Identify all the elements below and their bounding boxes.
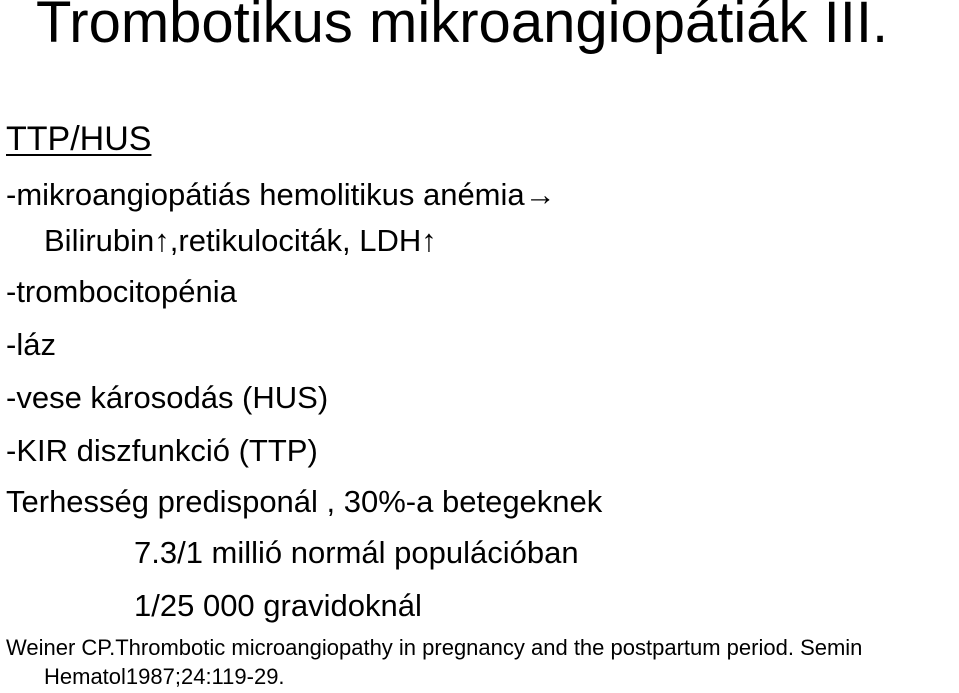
sub-bullet-line: Bilirubin↑,retikulociták, LDH↑ [44, 223, 437, 258]
sub-bullet-line: 7.3/1 millió normál populációban [134, 535, 579, 570]
bullet-line: Terhesség predisponál , 30%-a betegeknek [6, 484, 603, 519]
bullet-line: -trombocitopénia [6, 274, 237, 309]
slide-title: Trombotikus mikroangiopátiák III. [36, 0, 889, 55]
bullet-line: -mikroangiopátiás hemolitikus anémia→ [6, 177, 556, 212]
section-heading: TTP/HUS [6, 120, 152, 158]
bullet-line: -vese károsodás (HUS) [6, 380, 329, 415]
reference-line: Hematol1987;24:119-29. [44, 664, 285, 689]
bullet-line: -láz [6, 327, 56, 362]
bullet-line: -KIR diszfunkció (TTP) [6, 433, 318, 468]
reference-line: Weiner CP.Thrombotic microangiopathy in pregnancy and the postpartum period. Semin [6, 635, 863, 660]
sub-bullet-line: 1/25 000 gravidoknál [134, 588, 422, 623]
